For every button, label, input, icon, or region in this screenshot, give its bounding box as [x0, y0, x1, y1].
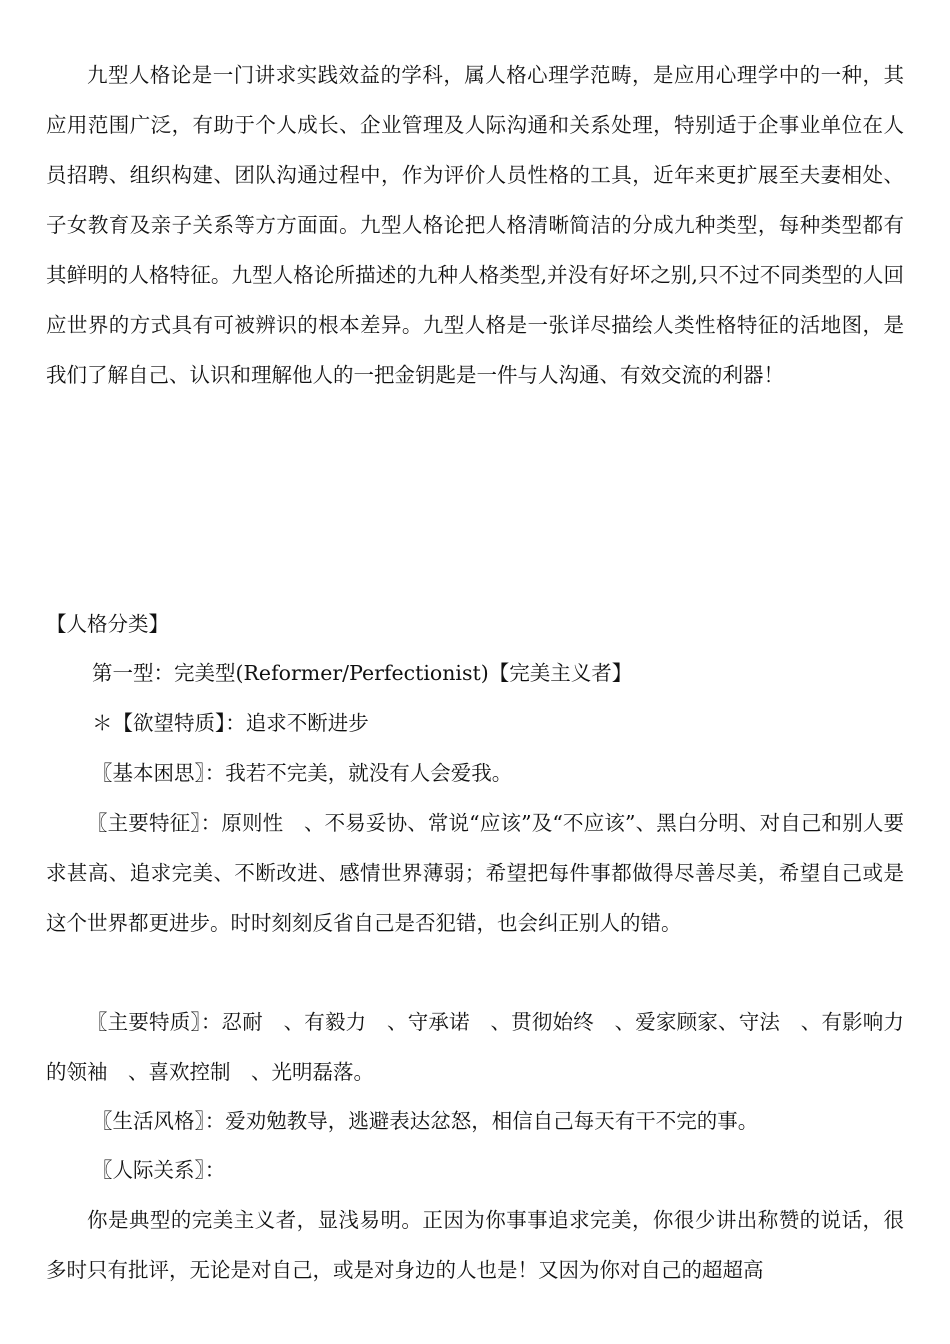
- lifestyle-line: 〖生活风格〗：爱劝勉教导，逃避表达忿怒，相信自己每天有干不完的事。: [92, 1109, 759, 1133]
- desire-trait-line: ＊【欲望特质】：追求不断进步: [92, 711, 369, 735]
- relationships-paragraph: 你是典型的完美主义者，显浅易明。正因为你事事追求完美，你很少讲出称赞的说话，很多时只有批评，无论是对自己，或是对身边的人也是！又因为你对自己的超超高: [46, 1208, 904, 1282]
- basic-confusion-line: 〖基本困思〗：我若不完美，就没有人会爱我。: [92, 761, 513, 785]
- relationships-label: 〖人际关系〗：: [92, 1158, 226, 1182]
- type-1-title: 第一型：完美型(Reformer/Perfectionist)【完美主义者】: [92, 661, 633, 685]
- main-traits-paragraph: 〖主要特质〗：忍耐 、有毅力 、守承诺 、贯彻始终 、爱家顾家、守法 、有影响力的领袖 、喜欢控制 、光明磊落。: [46, 1010, 904, 1084]
- main-features-paragraph: 〖主要特征〗：原则性 、不易妥协、常说“应该”及“不应该”、黑白分明、对自己和别人要求甚高、追求完美、不断改进、感情世界薄弱；希望把每件事都做得尽善尽美，希望自己或是这个世界都更进步。时时刻刻反省自己是否犯错，也会纠正别人的错。: [46, 811, 904, 935]
- intro-paragraph: 九型人格论是一门讲求实践效益的学科，属人格心理学范畴，是应用心理学中的一种，其应用范围广泛，有助于个人成长、企业管理及人际沟通和关系处理，特别适于企事业单位在人员招聘、组织构建、团队沟通过程中，作为评价人员性格的工具，近年来更扩展至夫妻相处、子女教育及亲子关系等方方面面。九型人格论把人格清晰简洁的分成九种类型，每种类型都有其鲜明的人格特征。九型人格论所描述的九种人格类型,并没有好坏之别,只不过不同类型的人回应世界的方式具有可被辨识的根本差异。九型人格是一张详尽描绘人类性格特征的活地图，是我们了解自己、认识和理解他人的一把金钥匙是一件与人沟通、有效交流的利器！: [46, 63, 904, 387]
- section-heading: 【人格分类】: [46, 612, 169, 636]
